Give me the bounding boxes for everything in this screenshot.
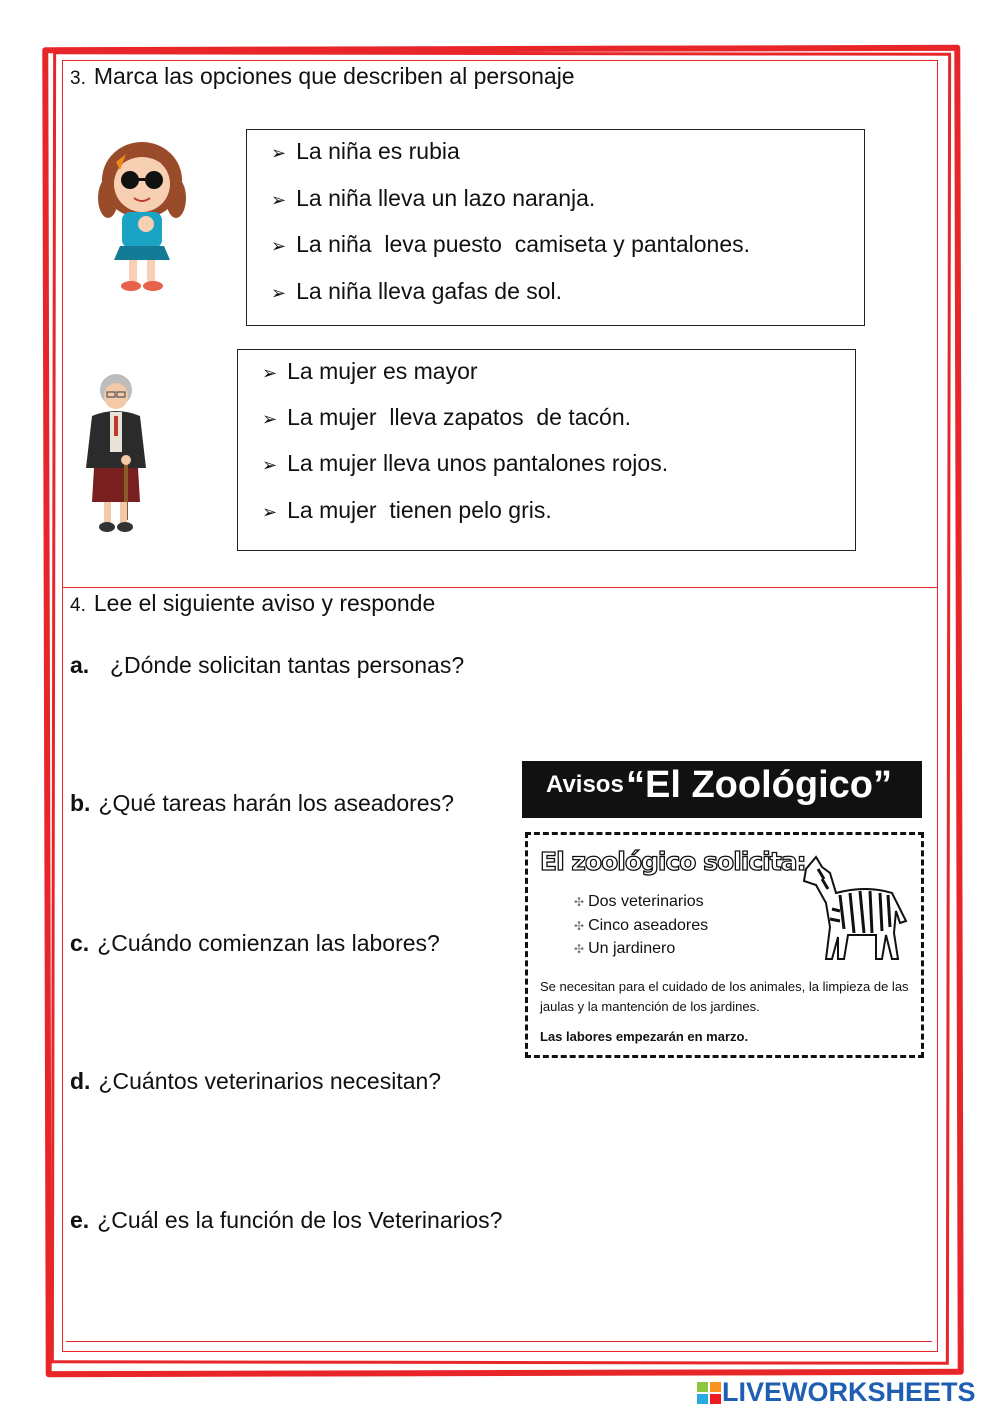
girl-options-box	[246, 129, 865, 326]
bullet-icon: ✣	[574, 895, 585, 909]
zoo-notice	[522, 752, 924, 1055]
woman-option[interactable]: ➢ La mujer es mayor	[262, 358, 478, 384]
question-a: a. ¿Dónde solicitan tantas personas?	[70, 652, 465, 678]
arrow-bullet-icon: ➢	[271, 283, 287, 303]
section4-heading	[70, 590, 435, 617]
liveworksheets-logo-icon	[696, 1381, 722, 1405]
arrow-bullet-icon: ➢	[262, 502, 278, 522]
bottom-line	[66, 1341, 932, 1342]
section3-heading	[70, 63, 575, 90]
section4-title: Lee el siguiente aviso y responde	[93, 590, 436, 616]
notice-item: ✣ Cinco aseadores	[574, 917, 709, 934]
notice-title: El zoológico solicita:	[540, 847, 806, 876]
arrow-bullet-icon: ➢	[271, 143, 287, 163]
girl-illustration	[96, 140, 188, 292]
girl-option[interactable]: ➢ La niña lleva gafas de sol.	[271, 278, 563, 304]
section3-title: Marca las opciones que describen al personaje	[93, 63, 575, 89]
liveworksheets-brand[interactable]: LIVEWORKSHEETS	[722, 1377, 976, 1407]
arrow-bullet-icon: ➢	[262, 363, 278, 383]
question-d: d. ¿Cuántos veterinarios necesitan?	[70, 1068, 442, 1094]
notice-description: Se necesitan para el cuidado de los animales, la limpieza de las jaulas y la mantención de los jardines.	[540, 979, 909, 1014]
girl-option[interactable]: ➢ La niña leva puesto camiseta y pantalones.	[271, 231, 750, 257]
bullet-icon: ✣	[574, 919, 585, 933]
girl-option[interactable]: ➢ La niña es rubia	[271, 138, 460, 164]
notice-header-small: Avisos	[546, 771, 624, 798]
zebra-icon	[796, 849, 912, 965]
arrow-bullet-icon: ➢	[262, 455, 278, 475]
woman-option[interactable]: ➢ La mujer lleva unos pantalones rojos.	[262, 450, 669, 476]
notice-header	[522, 761, 922, 818]
notice-header-title: “El Zoológico”	[626, 764, 892, 806]
section3-number: 3.	[70, 68, 86, 89]
woman-option[interactable]: ➢ La mujer lleva zapatos de tacón.	[262, 404, 632, 430]
woman-options-box	[237, 349, 856, 551]
notice-item: ✣ Dos veterinarios	[574, 893, 704, 910]
notice-body	[525, 832, 924, 1058]
arrow-bullet-icon: ➢	[262, 409, 278, 429]
arrow-bullet-icon: ➢	[271, 236, 287, 256]
arrow-bullet-icon: ➢	[271, 190, 287, 210]
section4-number: 4.	[70, 595, 86, 616]
question-b: b. ¿Qué tareas harán los aseadores?	[70, 790, 454, 816]
girl-option[interactable]: ➢ La niña lleva un lazo naranja.	[271, 185, 596, 211]
section-divider	[62, 587, 937, 588]
bullet-icon: ✣	[574, 942, 585, 956]
question-c: c. ¿Cuándo comienzan las labores?	[70, 930, 440, 956]
notice-start-date: Las labores empezarán en marzo.	[540, 1029, 749, 1044]
notice-item: ✣ Un jardinero	[574, 940, 676, 957]
old-woman-illustration	[80, 372, 152, 536]
woman-option[interactable]: ➢ La mujer tienen pelo gris.	[262, 497, 552, 523]
question-e: e. ¿Cuál es la función de los Veterinarios?	[70, 1207, 503, 1233]
